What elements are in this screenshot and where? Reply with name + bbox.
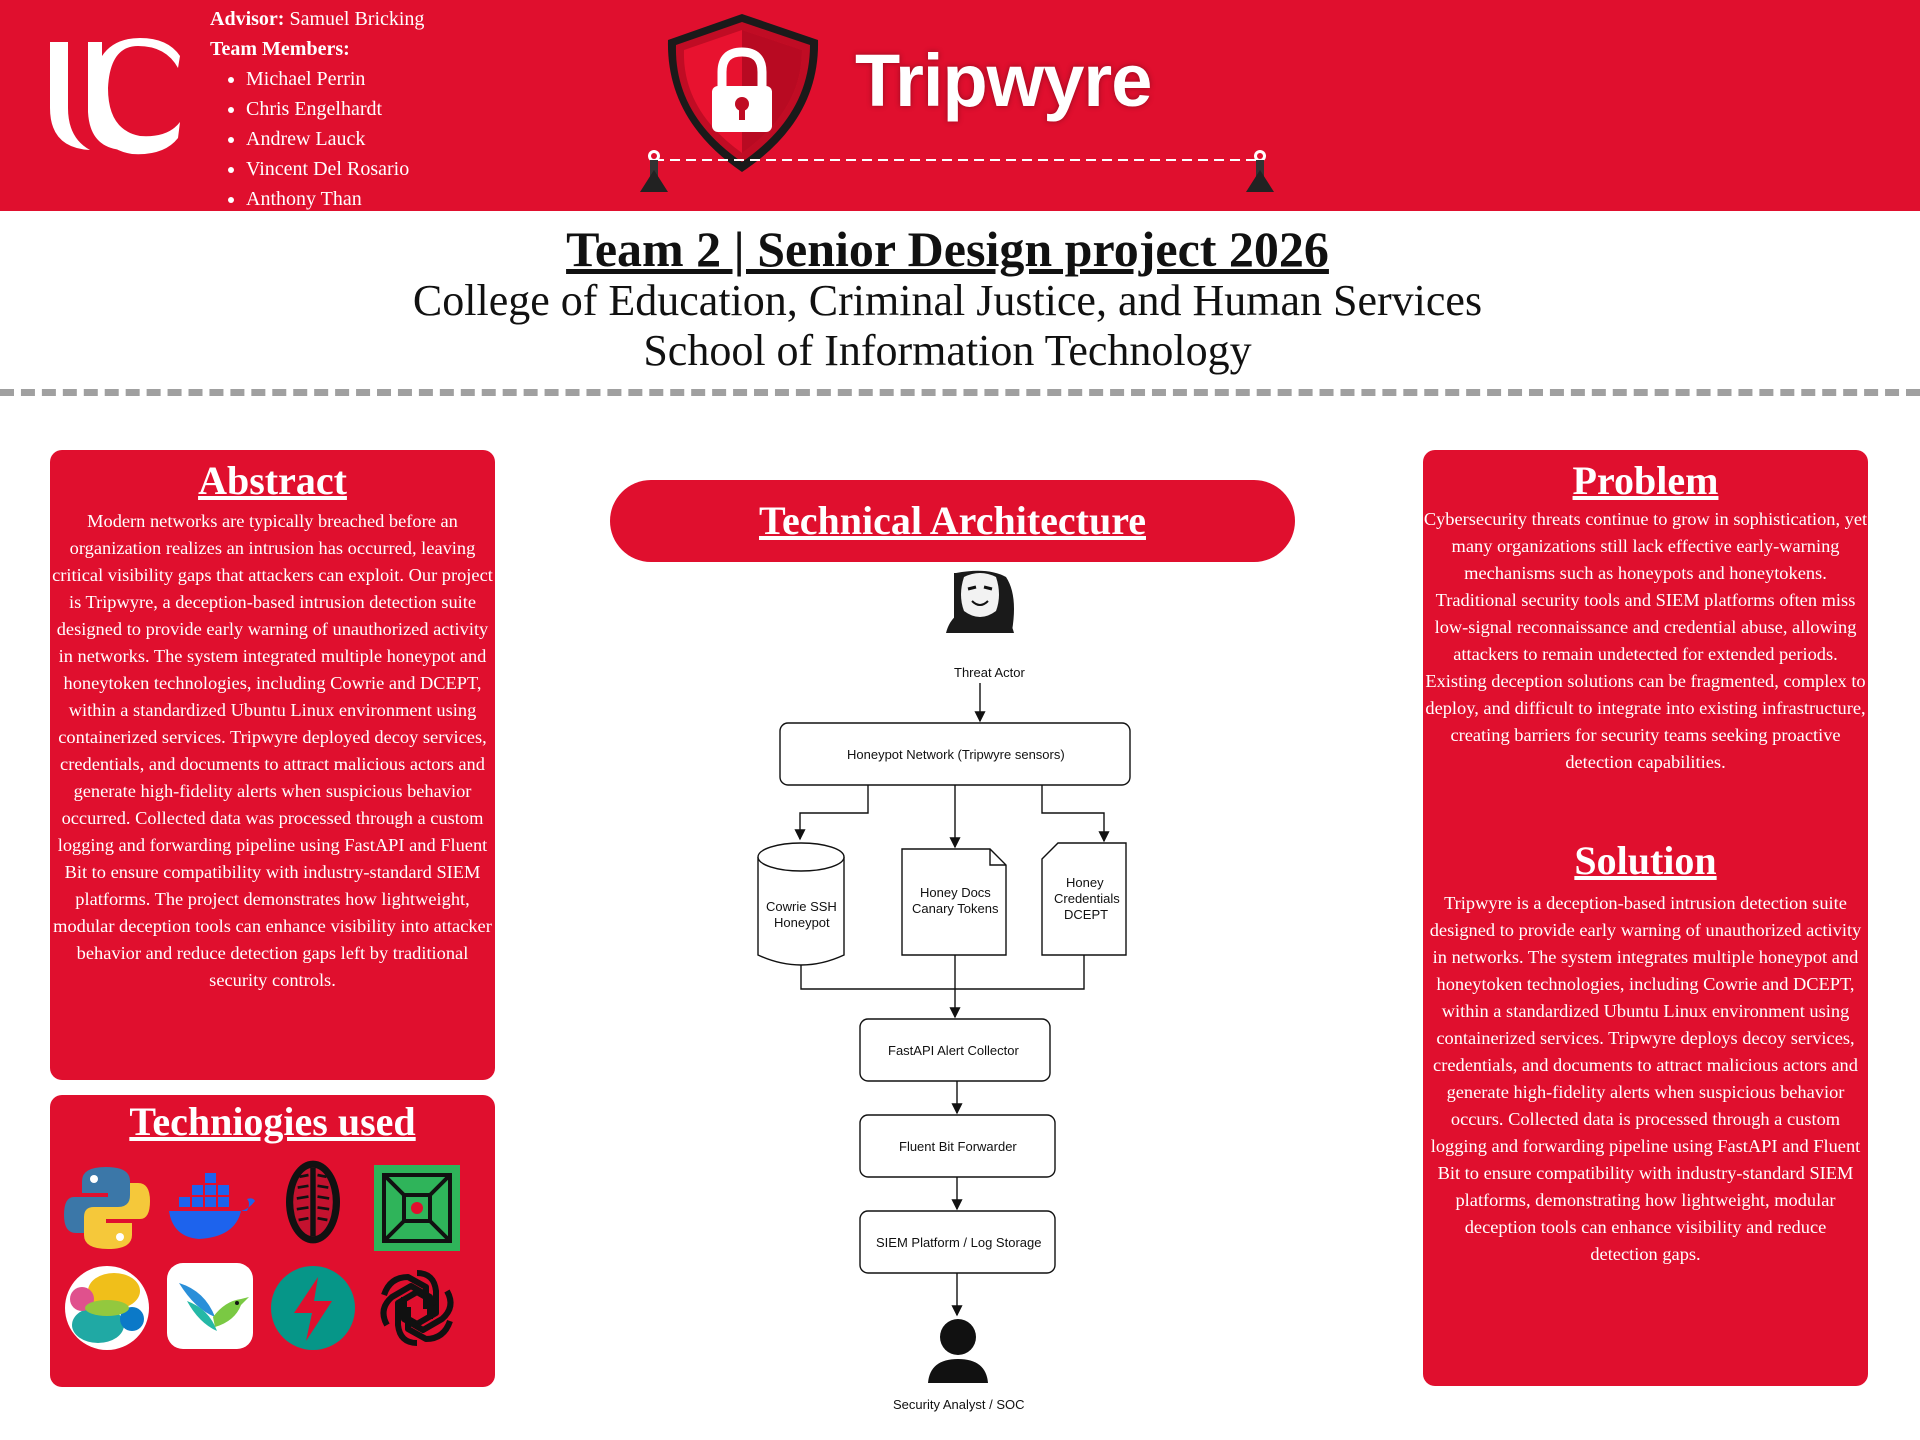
problem-heading: Problem (1572, 458, 1719, 503)
fastapi-label: FastAPI Alert Collector (888, 1043, 1019, 1058)
elastic-icon (62, 1263, 152, 1353)
solution-heading: Solution (1574, 838, 1717, 883)
school-name: School of Information Technology (643, 326, 1252, 375)
honey-docs-label-1: Honey Docs (920, 885, 991, 900)
member-item: • Anthony Than (246, 184, 424, 214)
siem-label: SIEM Platform / Log Storage (876, 1235, 1042, 1250)
honey-creds-label-2: Credentials (1054, 891, 1120, 906)
problem-solution-panel (1423, 450, 1868, 1386)
member-item: • Chris Engelhardt (246, 94, 424, 124)
advisor-name: Samuel Bricking (289, 8, 425, 30)
cowrie-label-1: Cowrie SSH (766, 899, 837, 914)
cowrie-label-2: Honeypot (774, 915, 830, 930)
honeypot-network-label: Honeypot Network (Tripwyre sensors) (847, 747, 1065, 762)
honey-creds-label-1: Honey (1066, 875, 1104, 890)
python-icon (62, 1163, 152, 1253)
canarytokens-icon (372, 1163, 462, 1253)
flow-arrow (800, 785, 868, 839)
openai-icon (372, 1263, 462, 1353)
kingfisher-icon (165, 1261, 255, 1351)
solution-body: Tripwyre is a deception-based intrusion detection suite designed to provide early warning of unauthorized activity in networks. The system integrates multiple honeypot and honeytoken technologies, including Cowrie and DCEPT, within a standardized Ubuntu Linux environment using containerized services. Tripwyre deploys decoy services, credentials, and documents to attract malicious actors and generate high-fidelity alerts when suspicious behavior occurs. Collected data is processed through a custom logging and forwarding pipeline using FastAPI and Fluent Bit to ensure compatibility with industry-standard SIEM platforms, demonstrating how lightweight, modular deception tools can enhance visibility and reduce detection gaps. (1429, 893, 1862, 1264)
honey-creds-label-3: DCEPT (1064, 907, 1109, 922)
college-name: College of Education, Criminal Justice, and Human Services (412, 276, 1483, 325)
member-item: • Vincent Del Rosario (246, 154, 424, 184)
technologies-heading: Techniogies used (129, 1099, 416, 1144)
fastapi-icon (268, 1263, 358, 1353)
advisor-line (210, 4, 424, 34)
fluentbit-label: Fluent Bit Forwarder (899, 1139, 1017, 1154)
team-label: Team Members: (210, 38, 350, 60)
poster-title: Team 2 | Senior Design project 2026 (566, 221, 1329, 277)
architecture-diagram (700, 565, 1260, 1415)
analyst-label: Security Analyst / SOC (893, 1397, 1025, 1412)
flow-arrow (1042, 785, 1104, 841)
member-list (210, 64, 424, 214)
docker-icon (165, 1163, 255, 1253)
threat-actor-icon (946, 571, 1014, 633)
abstract-heading: Abstract (198, 458, 347, 503)
brand-title: Tripwyre (855, 39, 1152, 122)
architecture-heading: Technical Architecture (610, 480, 1295, 562)
advisor-label: Advisor: (210, 8, 285, 30)
tripwire-line (630, 140, 1280, 202)
security-analyst-icon (928, 1319, 988, 1383)
team-info (210, 4, 424, 214)
section-divider (0, 389, 1920, 396)
technologies-panel (50, 1095, 495, 1387)
abstract-body: Modern networks are typically breached before an organization realizes an intrusion has occurred, leaving critical visibility gaps that attackers can exploit. Our project is Tripwyre, a deception-based intrusion detection suite designed to provide early warning of unauthorized activity in networks. The system integrated multiple honeypot and honeytoken technologies, including Cowrie and DCEPT, within a standardized Ubuntu Linux environment using containerized services. Tripwyre deployed decoy services, credentials, and documents to attract malicious actors and generate high-fidelity alerts when suspicious behavior occurred. Collected data was processed through a custom logging and forwarding pipeline using FastAPI and Fluent Bit to ensure compatibility with industry-standard SIEM platforms. The project demonstrates how lightweight, modular deception tools can enhance visibility into attacker behavior and reduce detection gaps left by traditional security controls. (52, 511, 493, 990)
member-item: • Michael Perrin (246, 64, 424, 94)
threat-actor-label: Threat Actor (954, 665, 1025, 680)
member-item: • Andrew Lauck (246, 124, 424, 154)
problem-body: Cybersecurity threats continue to grow in sophistication, yet many organizations still lack effective early-warning mechanisms such as honeypots and honeytokens. Traditional security tools and SIEM platforms often miss low-signal reconnaissance and credential abuse, allowing attackers to remain undetected for extended periods. Existing deception solutions can be fragmented, complex to deploy, and difficult to integrate into existing infrastructure, creating barriers for security teams seeking proactive detection capabilities. (1423, 509, 1868, 772)
uc-logo (28, 38, 183, 168)
honey-docs-label-2: Canary Tokens (912, 901, 999, 916)
cowrie-icon (268, 1157, 358, 1247)
abstract-panel (50, 450, 495, 1080)
